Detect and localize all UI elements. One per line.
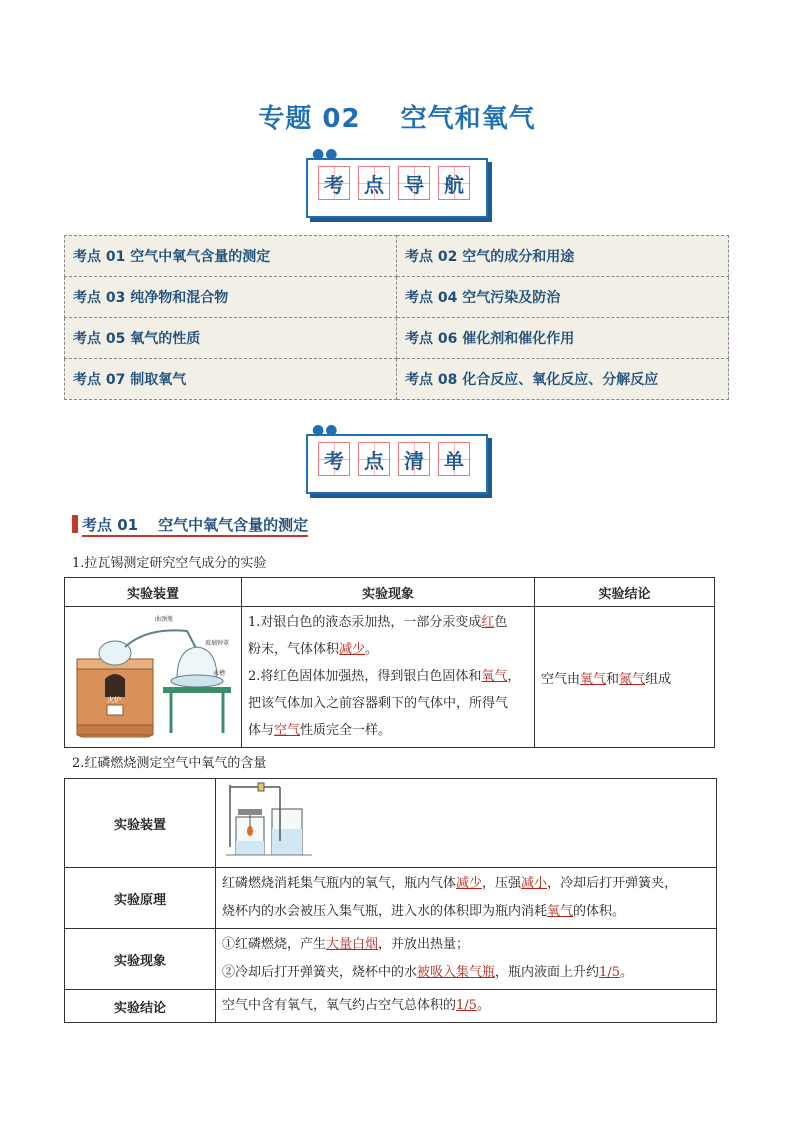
subheading-2: 2.红磷燃烧测定空气中氧气的含量	[72, 756, 267, 771]
badge-char: 航	[438, 166, 470, 200]
section-marker	[72, 515, 78, 533]
col-header: 实验装置	[65, 578, 242, 607]
answer-blank: 1/5	[456, 998, 477, 1013]
answer-blank: 氧气	[580, 671, 607, 687]
answer-blank: 氮气	[619, 671, 646, 687]
badge-char: 点	[358, 442, 390, 476]
answer-blank: 大量白烟	[326, 937, 379, 952]
badge-pin-icon: ●●	[312, 422, 339, 438]
apparatus-cell	[65, 607, 242, 748]
observation-cell: 1.对银白色的液态汞加热，一部分汞变成红色 粉末，气体体积减少。 2.将红色固体加强热，得到银白色固体和氧气， 把该气体加入之前容器剩下的气体中，所得气 体与空气性质完全一样。	[242, 607, 535, 748]
col-header: 实验结论	[535, 578, 715, 607]
answer-blank: 减少	[456, 876, 483, 891]
answer-blank: 减小	[521, 876, 548, 891]
badge-char: 点	[358, 166, 390, 200]
apparatus-cell	[216, 779, 717, 868]
toc-item[interactable]: 考点 08 化合反应、氧化反应、分解反应	[397, 359, 729, 400]
topic-nav-table	[64, 235, 729, 400]
toc-item[interactable]: 考点 03 纯净物和混合物	[65, 277, 397, 318]
toc-item[interactable]: 考点 06 催化剂和催化作用	[397, 318, 729, 359]
answer-blank: 红	[481, 615, 495, 630]
col-header: 实验现象	[242, 578, 535, 607]
badge-char: 清	[398, 442, 430, 476]
list-badge	[304, 422, 488, 494]
title-main: 空气和氧气	[400, 104, 536, 134]
answer-blank: 氧气	[481, 669, 508, 684]
answer-blank: 1/5	[599, 965, 620, 980]
badge-pin-icon: ●●	[312, 146, 339, 162]
nav-badge	[304, 146, 488, 218]
section-heading	[72, 514, 308, 535]
section-title: 空气中氧气含量的测定	[158, 516, 309, 534]
answer-blank: 空气	[274, 723, 301, 738]
row-label: 实验结论	[65, 990, 216, 1023]
phenomenon-cell: ①红磷燃烧，产生大量白烟，并放出热量； ②冷却后打开弹簧夹，烧杯中的水被吸入集气瓶，瓶内液面上升约1/5。	[216, 929, 717, 990]
principle-cell: 红磷燃烧消耗集气瓶内的氧气，瓶内气体减少，压强减小，冷却后打开弹簧夹， 烧杯内的水会被压入集气瓶，进入水的体积即为瓶内消耗氧气的体积。	[216, 868, 717, 929]
answer-blank: 被吸入集气瓶	[417, 965, 496, 980]
row-label: 实验原理	[65, 868, 216, 929]
row-label: 实验装置	[65, 779, 216, 868]
toc-item[interactable]: 考点 05 氧气的性质	[65, 318, 397, 359]
subheading-1: 1.拉瓦锡测定研究空气成分的实验	[72, 556, 267, 571]
label-trough: 汞槽	[213, 670, 226, 677]
phosphorus-apparatus-image	[222, 781, 322, 861]
answer-blank: 氧气	[547, 904, 574, 919]
answer-blank: 减少	[339, 642, 366, 657]
section-code: 考点 01	[82, 516, 139, 534]
label-furnace: 火炉	[107, 696, 121, 704]
toc-item[interactable]: 考点 04 空气污染及防治	[397, 277, 729, 318]
lavoisier-apparatus-image	[67, 609, 237, 741]
toc-item[interactable]: 考点 07 制取氧气	[65, 359, 397, 400]
badge-char: 导	[398, 166, 430, 200]
label-bell-jar: 玻璃钟罩	[205, 640, 230, 647]
conclusion-cell: 空气由氧气和氮气组成	[535, 607, 715, 748]
badge-char: 单	[438, 442, 470, 476]
lavoisier-table	[64, 577, 715, 748]
conclusion-cell: 空气中含有氧气，氧气约占空气总体积的1/5。	[216, 990, 717, 1023]
badge-char: 考	[318, 166, 350, 200]
badge-char: 考	[318, 442, 350, 476]
title-prefix: 专题 02	[258, 104, 361, 134]
label-retort: 曲颈瓶	[155, 616, 174, 623]
row-label: 实验现象	[65, 929, 216, 990]
toc-item[interactable]: 考点 01 空气中氧气含量的测定	[65, 236, 397, 277]
page-title	[0, 98, 794, 135]
toc-item[interactable]: 考点 02 空气的成分和用途	[397, 236, 729, 277]
phosphorus-table	[64, 778, 717, 1023]
